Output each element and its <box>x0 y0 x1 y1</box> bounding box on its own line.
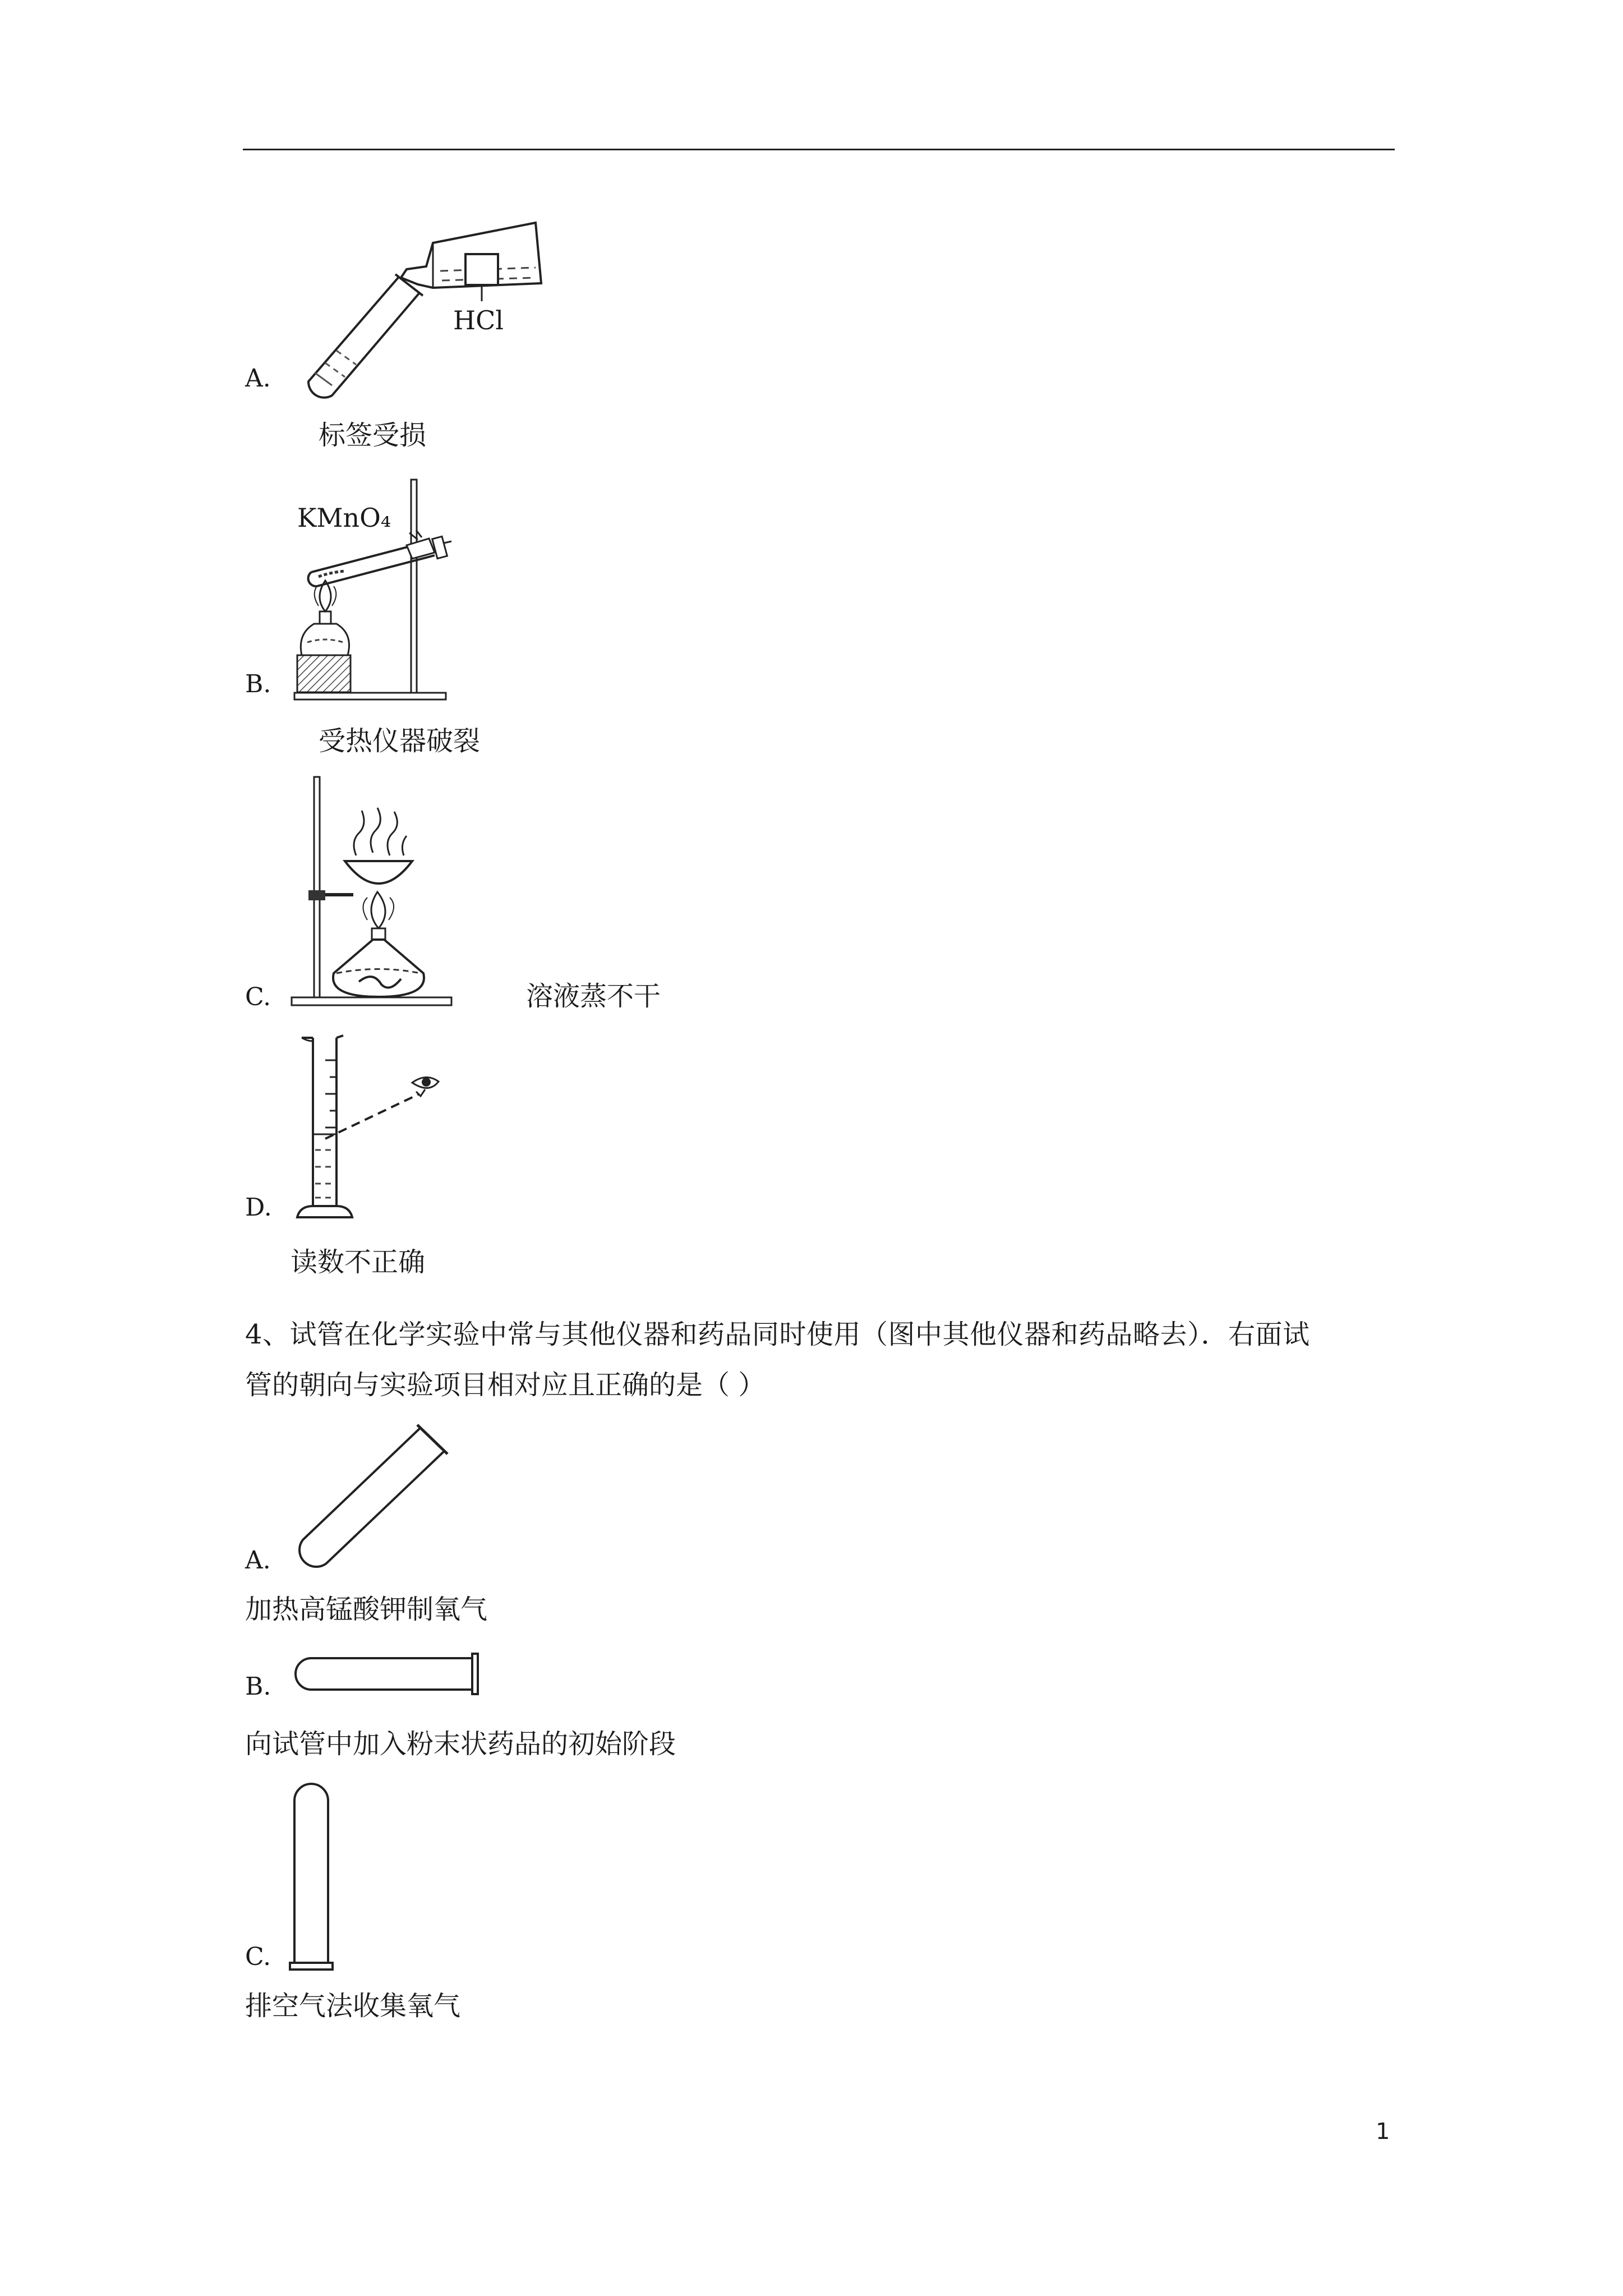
header-rule <box>243 149 1395 150</box>
figure-evaporation <box>289 777 457 1013</box>
figure-heating-kmno4 <box>292 477 454 701</box>
q4-option-a-letter: A. <box>245 1546 271 1575</box>
page-number: 1 <box>1376 2119 1390 2145</box>
q3-option-d-caption: 读数不正确 <box>291 1246 426 1278</box>
figure-tube-tilted <box>292 1425 449 1571</box>
q3-option-a-letter: A. <box>245 364 271 393</box>
figure-pouring-hcl <box>286 216 550 395</box>
q3-option-c-letter: C. <box>245 983 271 1011</box>
figure-tube-vertical <box>289 1781 334 1972</box>
label-kmno4: KMnO₄ <box>297 503 391 533</box>
q3-option-a-caption: 标签受损 <box>319 420 427 451</box>
label-hcl: HCl <box>453 305 504 335</box>
q4-stem-line1: 4、试管在化学实验中常与其他仪器和药品同时使用（图中其他仪器和药品略去）．右面试 <box>245 1319 1310 1350</box>
figure-graduated-cylinder <box>292 1038 449 1223</box>
figure-tube-horizontal <box>292 1654 482 1696</box>
q3-option-b-letter: B. <box>245 670 271 698</box>
q4-option-c-caption: 排空气法收集氧气 <box>245 1990 461 2022</box>
q3-option-c-caption: 溶液蒸不干 <box>526 981 661 1012</box>
q4-option-b-letter: B. <box>245 1672 271 1701</box>
q4-option-b-caption: 向试管中加入粉末状药品的初始阶段 <box>245 1728 676 1760</box>
q4-stem-line2: 管的朝向与实验项目相对应且正确的是（ ） <box>245 1369 766 1401</box>
q3-option-b-caption: 受热仪器破裂 <box>319 725 481 757</box>
q3-option-d-letter: D. <box>245 1193 272 1222</box>
q4-option-a-caption: 加热高锰酸钾制氧气 <box>245 1594 488 1625</box>
q4-option-c-letter: C. <box>245 1943 271 1971</box>
